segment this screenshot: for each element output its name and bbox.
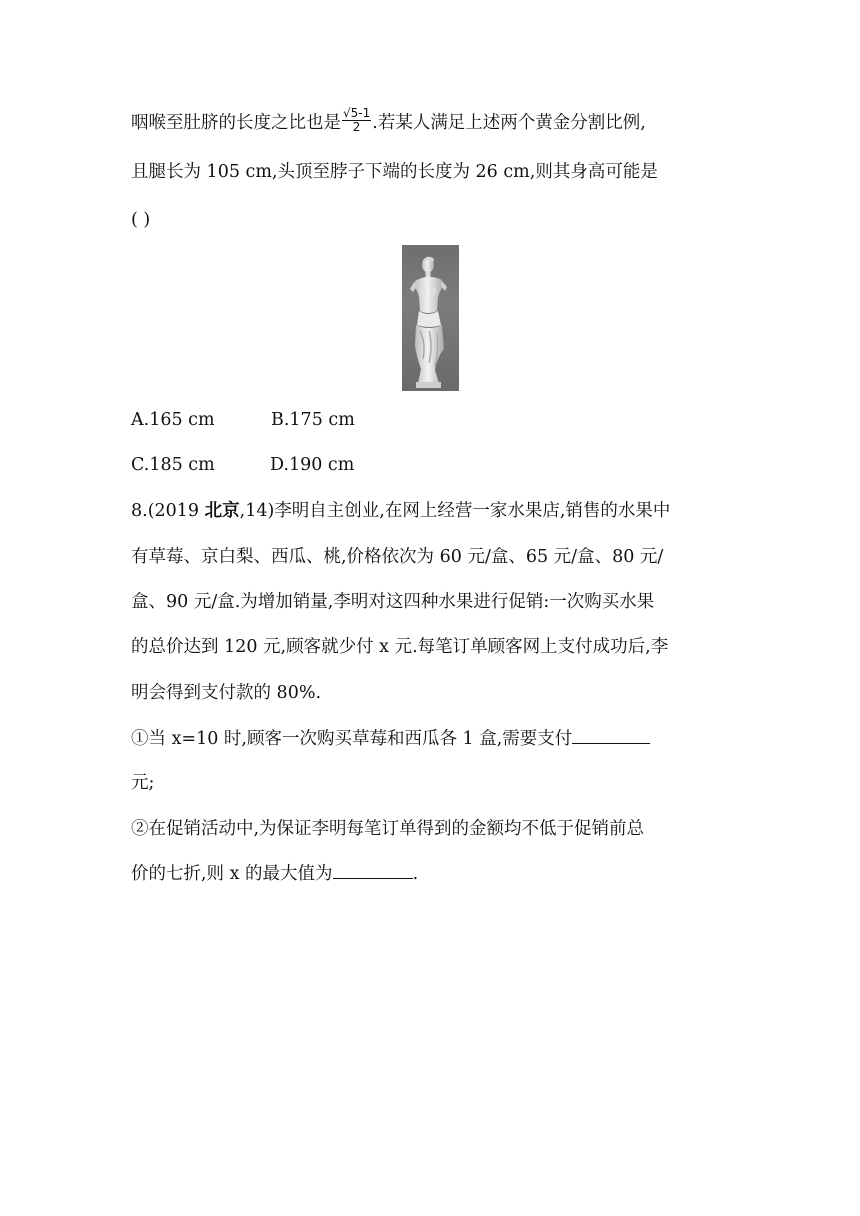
q8-sub1-text: ①当 x=10 时,顾客一次购买草莓和西瓜各 1 盒,需要支付 (131, 729, 573, 749)
q8-subquestion-1 (131, 727, 650, 750)
statue-illustration (402, 245, 459, 391)
fraction-numerator: √5-1 (343, 106, 371, 120)
q8-sub2-text: 价的七折,则 x 的最大值为 (131, 864, 333, 884)
option-a[interactable]: A.165 cm (131, 410, 215, 430)
q8-prefix: 8.(2019 (131, 501, 205, 521)
q7-line-1-text-b: .若某人满足上述两个黄金分割比例, (372, 113, 646, 133)
option-row-1 (131, 409, 215, 431)
golden-ratio-fraction (342, 107, 371, 134)
q7-line-1-text-a: 咽喉至肚脐的长度之比也是 (131, 113, 341, 133)
answer-blank-1[interactable] (572, 727, 650, 744)
q8-line-1-rest: ,14)李明自主创业,在网上经营一家水果店,销售的水果中 (239, 501, 671, 521)
q8-source-region: 北京 (204, 501, 240, 521)
option-c[interactable]: C.185 cm (131, 455, 215, 475)
q8-sub1-unit: 元; (131, 773, 155, 793)
q8-subquestion-2-line-2 (131, 862, 418, 885)
q8-line-2: 有草莓、京白梨、西瓜、桃,价格依次为 60 元/盒、65 元/盒、80 元/ (131, 547, 664, 567)
q8-line-3: 盒、90 元/盒.为增加销量,李明对这四种水果进行促销:一次购买水果 (131, 592, 655, 612)
q8-line-1 (131, 500, 670, 522)
q8-subquestion-2-line-1: ②在促销活动中,为保证李明每笔订单得到的金额均不低于促销前总 (131, 819, 645, 839)
q7-line-2: 且腿长为 105 cm,头顶至脖子下端的长度为 26 cm,则其身高可能是 (131, 162, 658, 182)
option-row-2 (131, 454, 215, 476)
q8-line-5: 明会得到支付款的 80%. (131, 683, 322, 703)
option-b[interactable]: B.175 cm (271, 410, 355, 430)
fraction-denominator: 2 (352, 120, 361, 134)
answer-blank-2[interactable] (333, 862, 413, 879)
option-b-wrapper (271, 409, 355, 431)
venus-statue-image (402, 245, 459, 391)
q8-sub2-period: . (412, 864, 419, 884)
option-d-wrapper (270, 454, 354, 476)
q7-line-1 (131, 106, 646, 137)
answer-parentheses: ( ) (131, 210, 151, 230)
q8-line-4: 的总价达到 120 元,顾客就少付 x 元.每笔订单顾客网上支付成功后,李 (131, 637, 669, 657)
option-d[interactable]: D.190 cm (270, 455, 355, 475)
